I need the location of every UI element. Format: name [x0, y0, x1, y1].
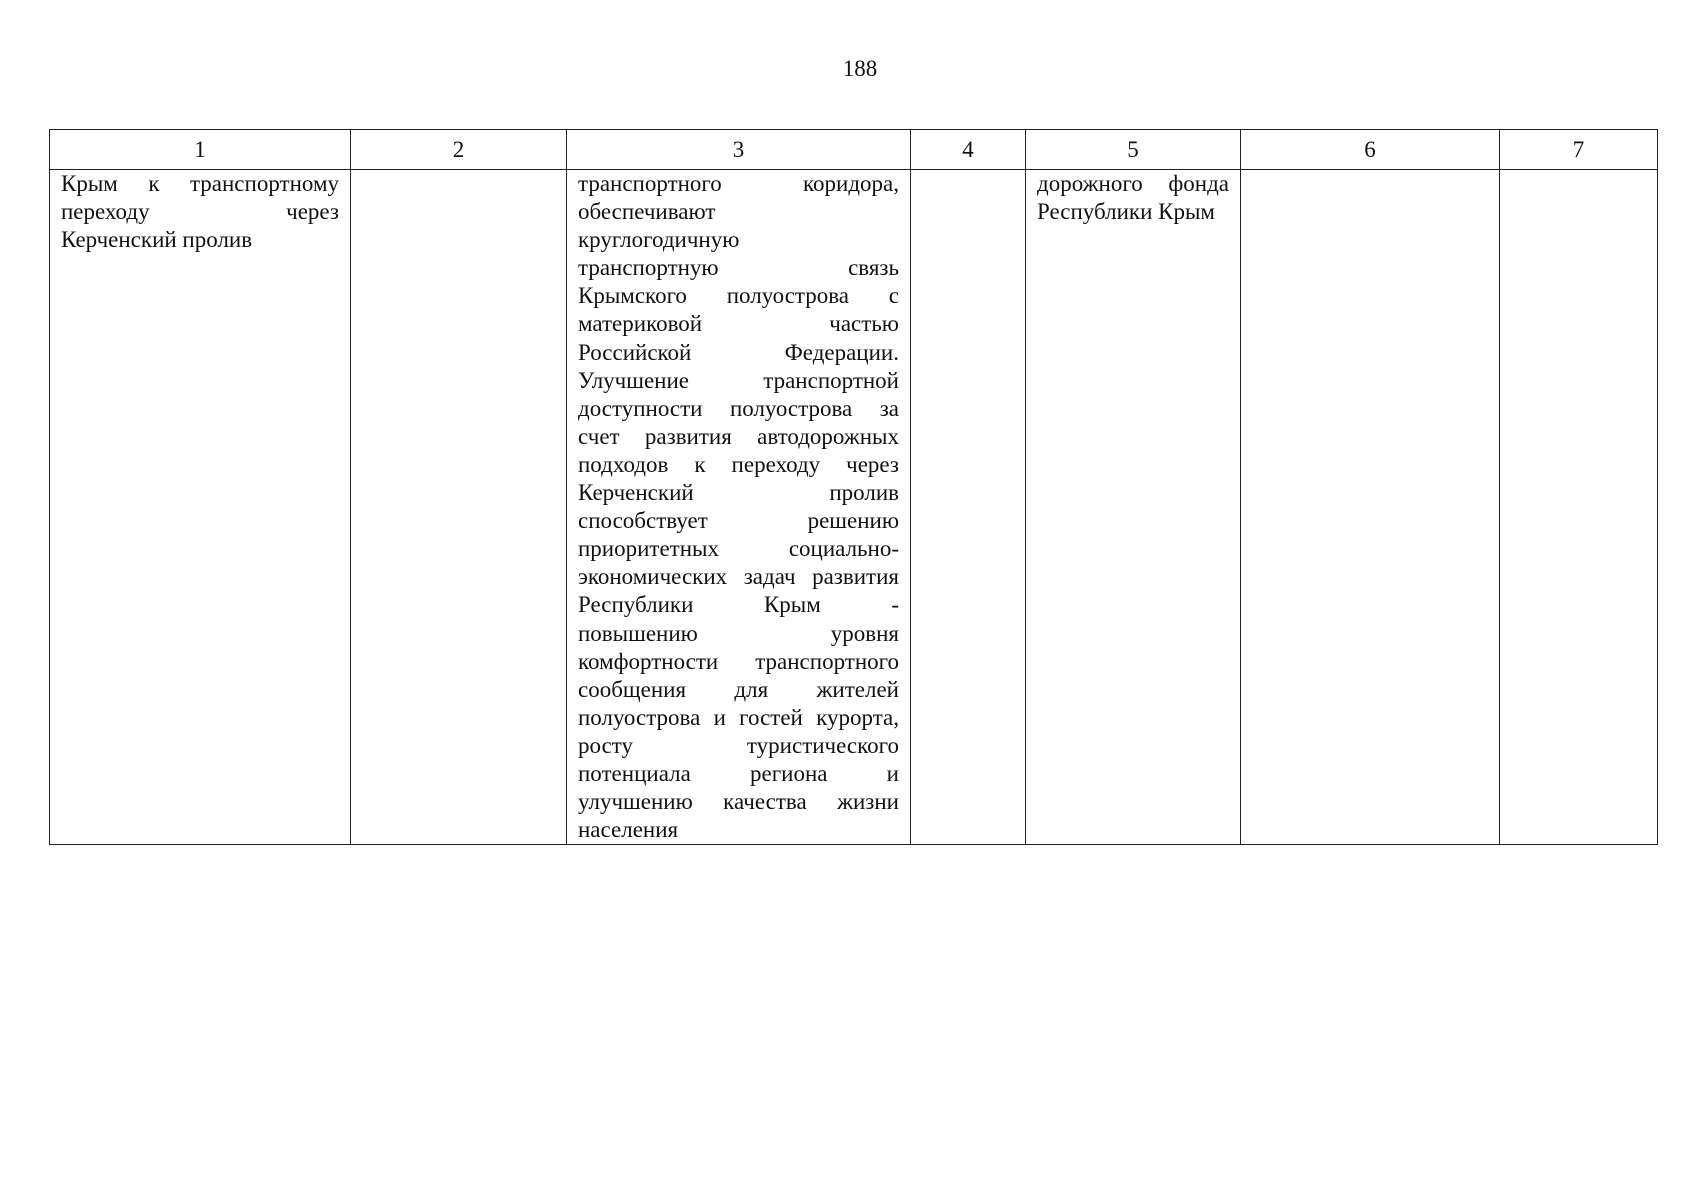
text-line: Крым к транспортному	[61, 171, 339, 196]
cell-col-4	[911, 170, 1026, 845]
text-line: приоритетных социально-	[578, 536, 899, 562]
cell-col-5-text	[1026, 170, 1240, 226]
text-line: материковой частью	[578, 311, 899, 337]
text-line: круглогодичную	[578, 227, 740, 253]
text-line: Республики Крым	[1037, 199, 1215, 225]
page-number: 188	[842, 56, 878, 81]
text-line: Российской Федерации.	[578, 339, 899, 365]
cell-col-5	[1026, 170, 1241, 845]
column-header-1: 1	[50, 130, 351, 170]
text-line: сообщения для жителей	[578, 676, 899, 702]
column-header-3: 3	[567, 130, 911, 170]
text-line: экономических задач развития	[578, 564, 899, 590]
text-line: Республики Крым -	[578, 592, 899, 618]
text-line: улучшению качества жизни	[578, 789, 899, 815]
text-line: повышению уровня	[578, 620, 899, 646]
text-line: потенциала региона и	[578, 760, 899, 786]
text-line: транспортного коридора,	[578, 171, 899, 196]
column-header-2: 2	[351, 130, 567, 170]
text-line: переходу через	[61, 199, 339, 225]
text-line: подходов к переходу через	[578, 451, 899, 477]
column-header-7: 7	[1500, 130, 1658, 170]
text-line: Керченский пролив	[578, 480, 899, 506]
text-line: транспортную связь	[578, 255, 899, 281]
column-header-4: 4	[911, 130, 1026, 170]
cell-col-7	[1500, 170, 1658, 845]
cell-col-2	[351, 170, 567, 845]
text-line: Крымского полуострова с	[578, 283, 899, 309]
text-line: населения	[578, 817, 679, 843]
document-table	[49, 129, 1658, 845]
cell-col-6	[1241, 170, 1500, 845]
header-row	[50, 130, 1658, 170]
cell-col-3	[567, 170, 911, 845]
text-line: дорожного фонда	[1037, 171, 1229, 196]
text-line: Улучшение транспортной	[578, 367, 899, 393]
text-line: комфортности транспортного	[578, 648, 899, 674]
table-row	[50, 170, 1658, 845]
text-line: счет развития автодорожных	[578, 423, 899, 449]
text-line: росту туристического	[578, 732, 899, 758]
cell-col-1	[50, 170, 351, 845]
column-header-5: 5	[1026, 130, 1241, 170]
text-line: способствует решению	[578, 508, 899, 534]
cell-col-1-text	[50, 170, 350, 254]
text-line: доступности полуострова за	[578, 395, 899, 421]
text-line: Керченский пролив	[61, 227, 253, 253]
text-line: полуострова и гостей курорта,	[578, 704, 899, 730]
cell-col-3-text	[567, 170, 910, 844]
text-line: обеспечивают	[578, 199, 716, 225]
column-header-6: 6	[1241, 130, 1500, 170]
